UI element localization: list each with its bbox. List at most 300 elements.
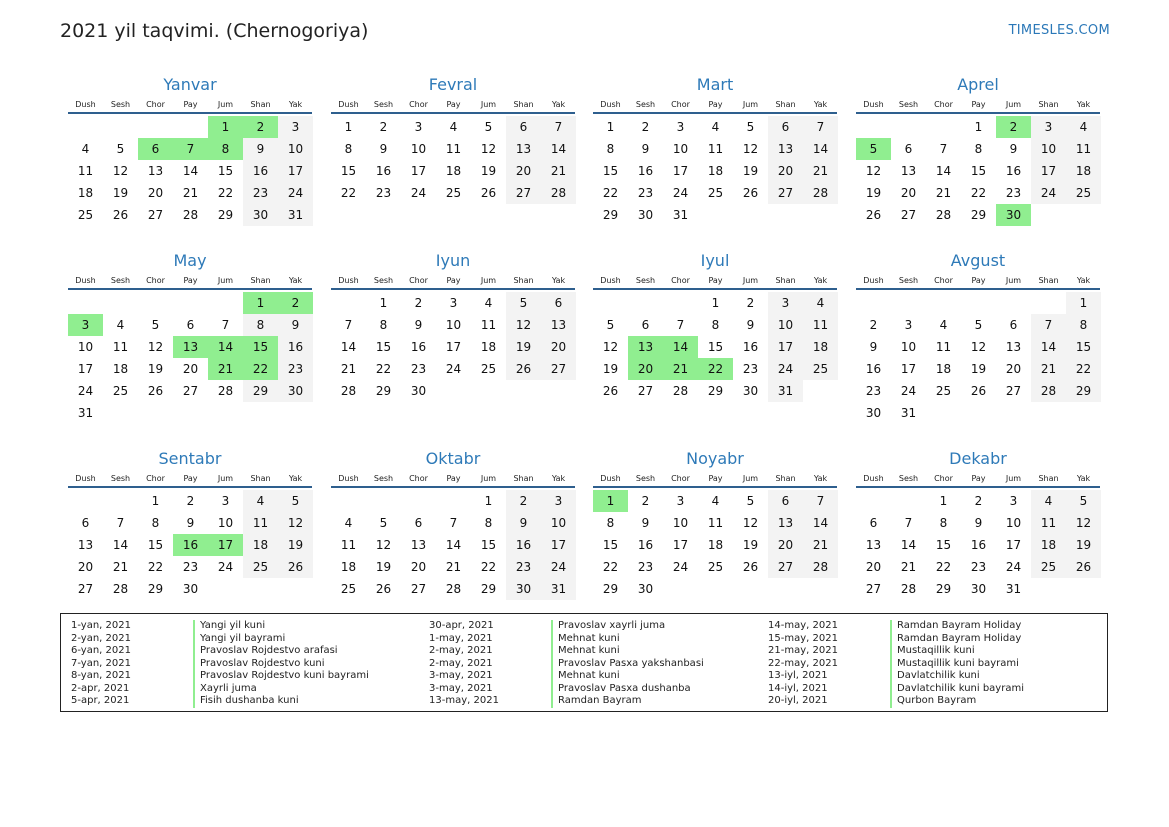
holiday-date: 14-iyl, 2021 [768, 682, 828, 694]
day-cell: 25 [707, 560, 724, 574]
day-cell: 5 [151, 318, 160, 332]
day-cell: 15 [935, 538, 952, 552]
day-cell: 20 [506, 160, 541, 182]
day-cell: 17 [445, 340, 462, 354]
day-cell: 14 [445, 538, 462, 552]
weekday-label: Jum [742, 276, 759, 285]
holiday-name: Xayrli juma [193, 683, 257, 696]
day-cell: 19 [602, 362, 619, 376]
empty-cell [68, 490, 103, 512]
holiday-day-cell: 17 [208, 534, 243, 556]
day-cell: 25 [480, 362, 497, 376]
day-cell: 11 [243, 512, 278, 534]
holiday-name: Pravoslav Pasxa yakshanbasi [551, 658, 704, 671]
day-cell: 19 [112, 186, 129, 200]
day-cell: 11 [1066, 138, 1101, 160]
weekday-label: Pay [446, 100, 461, 109]
weekday-label: Chor [934, 474, 953, 483]
day-cell: 2 [186, 494, 195, 508]
day-cell: 19 [375, 560, 392, 574]
day-cell: 26 [506, 358, 541, 380]
holiday-name: Ramdan Bayram Holiday [890, 620, 1021, 633]
day-cell: 24 [672, 560, 689, 574]
day-cell: 5 [606, 318, 615, 332]
header-rule [593, 288, 837, 290]
weekday-header [856, 274, 1100, 287]
weekday-label: Sesh [898, 100, 919, 109]
month-fevral [331, 72, 575, 204]
holiday-name: Davlatchilik kuni [890, 670, 980, 683]
weekday-label: Pay [708, 100, 723, 109]
weekday-label: Sesh [373, 276, 394, 285]
weekday-label: Shan [250, 474, 271, 483]
day-cell: 11 [112, 340, 129, 354]
day-cell: 18 [1031, 534, 1066, 556]
holiday-date: 1-yan, 2021 [71, 620, 131, 631]
empty-cell [926, 292, 961, 314]
day-grid [593, 116, 837, 226]
holiday-day-cell: 22 [243, 358, 278, 380]
day-cell: 15 [1066, 336, 1101, 358]
day-cell: 16 [865, 362, 882, 376]
weekday-label: Chor [409, 474, 428, 483]
day-cell: 30 [278, 380, 313, 402]
day-cell: 12 [970, 340, 987, 354]
day-cell: 7 [116, 516, 125, 530]
day-cell: 27 [865, 582, 882, 596]
day-cell: 24 [217, 560, 234, 574]
day-cell: 2 [974, 494, 983, 508]
weekday-header [856, 472, 1100, 485]
page-title: 2021 yil taqvimi. (Chernogoriya) [60, 20, 369, 42]
day-cell: 30 [637, 208, 654, 222]
day-cell: 19 [970, 362, 987, 376]
weekday-header [593, 472, 837, 485]
weekday-header [593, 98, 837, 111]
weekday-label: Jum [217, 100, 234, 109]
day-cell: 12 [742, 142, 759, 156]
holiday-column [768, 620, 1024, 708]
weekday-label: Pay [446, 474, 461, 483]
day-cell: 17 [1031, 160, 1066, 182]
month-sentabr [68, 446, 312, 600]
holiday-row [768, 658, 1024, 671]
holiday-date: 7-yan, 2021 [71, 657, 131, 669]
day-cell: 20 [182, 362, 199, 376]
day-cell: 11 [480, 318, 497, 332]
day-cell: 14 [182, 164, 199, 178]
day-cell: 28 [803, 556, 838, 578]
weekday-label: Chor [671, 474, 690, 483]
day-cell: 19 [506, 336, 541, 358]
holiday-row [71, 670, 369, 683]
day-cell: 23 [506, 556, 541, 578]
day-cell: 31 [768, 380, 803, 402]
day-cell: 2 [869, 318, 878, 332]
weekday-label: Shan [775, 474, 796, 483]
empty-cell [593, 292, 628, 314]
day-cell: 22 [217, 186, 234, 200]
day-cell: 11 [935, 340, 952, 354]
day-cell: 21 [803, 534, 838, 556]
holiday-row [429, 620, 704, 633]
day-grid [68, 292, 312, 424]
weekday-label: Shan [513, 100, 534, 109]
day-cell: 22 [480, 560, 497, 574]
day-cell: 30 [637, 582, 654, 596]
day-cell: 30 [742, 384, 759, 398]
month-name: Oktabr [425, 449, 481, 468]
holiday-row [768, 670, 1024, 683]
holiday-day-cell: 16 [173, 534, 208, 556]
day-cell: 10 [672, 142, 689, 156]
day-cell: 24 [672, 186, 689, 200]
day-cell: 30 [182, 582, 199, 596]
weekday-label: Jum [217, 276, 234, 285]
day-cell: 22 [602, 186, 619, 200]
weekday-label: Jum [1005, 474, 1022, 483]
empty-cell [996, 292, 1031, 314]
day-cell: 4 [484, 296, 493, 310]
day-cell: 23 [865, 384, 882, 398]
day-cell: 6 [414, 516, 423, 530]
holiday-name: Mehnat kuni [551, 645, 620, 658]
day-cell: 9 [506, 512, 541, 534]
holiday-day-cell: 13 [173, 336, 208, 358]
month-aprel [856, 72, 1100, 226]
day-cell: 20 [147, 186, 164, 200]
day-grid [331, 116, 575, 204]
weekday-label: Dush [863, 276, 884, 285]
day-cell: 21 [340, 362, 357, 376]
day-cell: 4 [711, 120, 720, 134]
day-cell: 20 [768, 160, 803, 182]
day-cell: 24 [278, 182, 313, 204]
holiday-row [429, 645, 704, 658]
day-cell: 28 [445, 582, 462, 596]
weekday-label: Dush [75, 474, 96, 483]
day-cell: 23 [410, 362, 427, 376]
day-cell: 13 [410, 538, 427, 552]
day-cell: 19 [742, 164, 759, 178]
month-name: May [173, 251, 207, 270]
day-cell: 24 [1005, 560, 1022, 574]
day-cell: 13 [865, 538, 882, 552]
day-cell: 3 [541, 490, 576, 512]
holiday-row [71, 695, 369, 708]
day-cell: 12 [1066, 512, 1101, 534]
day-cell: 17 [672, 164, 689, 178]
day-cell: 18 [480, 340, 497, 354]
day-grid [593, 292, 837, 402]
day-cell: 7 [449, 516, 458, 530]
holiday-name: Pravoslav Rojdestvo kuni [193, 658, 325, 671]
day-cell: 26 [865, 208, 882, 222]
day-cell: 10 [541, 512, 576, 534]
holiday-row [768, 695, 1024, 708]
day-cell: 17 [1005, 538, 1022, 552]
day-cell: 3 [904, 318, 913, 332]
day-cell: 7 [904, 516, 913, 530]
day-cell: 29 [970, 208, 987, 222]
day-cell: 23 [742, 362, 759, 376]
day-cell: 22 [935, 560, 952, 574]
day-cell: 11 [707, 142, 724, 156]
day-cell: 23 [375, 186, 392, 200]
day-grid [331, 490, 575, 600]
day-cell: 2 [379, 120, 388, 134]
holiday-row [768, 620, 1024, 633]
day-cell: 1 [974, 120, 983, 134]
day-cell: 25 [935, 384, 952, 398]
day-cell: 4 [116, 318, 125, 332]
day-cell: 21 [445, 560, 462, 574]
holiday-row [71, 645, 369, 658]
day-cell: 3 [449, 296, 458, 310]
day-cell: 13 [1005, 340, 1022, 354]
month-oktabr [331, 446, 575, 600]
empty-cell [891, 292, 926, 314]
day-cell: 10 [77, 340, 94, 354]
day-cell: 26 [970, 384, 987, 398]
header-rule [856, 288, 1100, 290]
day-cell: 9 [641, 516, 650, 530]
holiday-row [429, 670, 704, 683]
day-cell: 5 [746, 494, 755, 508]
empty-cell [436, 490, 471, 512]
header-rule [331, 486, 575, 488]
day-cell: 22 [340, 186, 357, 200]
weekday-label: Yak [813, 100, 828, 109]
empty-cell [856, 490, 891, 512]
day-cell: 18 [112, 362, 129, 376]
weekday-label: Yak [813, 276, 828, 285]
weekday-label: Yak [288, 474, 303, 483]
holiday-name: Ramdan Bayram [551, 695, 641, 708]
holiday-day-cell: 30 [996, 204, 1031, 226]
holiday-name: Fisih dushanba kuni [193, 695, 299, 708]
day-cell: 18 [1066, 160, 1101, 182]
weekday-label: Jum [217, 474, 234, 483]
weekday-label: Sesh [635, 100, 656, 109]
holiday-day-cell: 2 [278, 292, 313, 314]
day-cell: 26 [602, 384, 619, 398]
day-cell: 14 [900, 538, 917, 552]
weekday-label: Shan [1038, 474, 1059, 483]
day-cell: 10 [900, 340, 917, 354]
weekday-label: Pay [183, 474, 198, 483]
day-cell: 25 [1031, 556, 1066, 578]
month-name: Sentabr [158, 449, 222, 468]
day-cell: 24 [541, 556, 576, 578]
day-cell: 19 [278, 534, 313, 556]
day-cell: 4 [803, 292, 838, 314]
holiday-day-cell: 8 [208, 138, 243, 160]
holiday-row [71, 620, 369, 633]
day-cell: 12 [375, 538, 392, 552]
weekday-label: Jum [1005, 276, 1022, 285]
day-cell: 21 [935, 186, 952, 200]
day-cell: 26 [112, 208, 129, 222]
day-cell: 23 [970, 560, 987, 574]
holiday-date: 1-may, 2021 [429, 632, 493, 644]
day-cell: 1 [606, 120, 615, 134]
site-link[interactable]: TIMESLES.COM [1008, 23, 1110, 38]
day-cell: 29 [480, 582, 497, 596]
weekday-label: Yak [1076, 100, 1091, 109]
day-cell: 28 [340, 384, 357, 398]
holiday-name: Mehnat kuni [551, 670, 620, 683]
weekday-label: Chor [409, 276, 428, 285]
day-cell: 28 [803, 182, 838, 204]
holiday-column [429, 620, 704, 708]
header-rule [331, 112, 575, 114]
day-cell: 8 [974, 142, 983, 156]
weekday-label: Dush [338, 474, 359, 483]
day-cell: 12 [147, 340, 164, 354]
day-cell: 4 [449, 120, 458, 134]
weekday-label: Yak [288, 276, 303, 285]
day-cell: 9 [1009, 142, 1018, 156]
weekday-label: Pay [183, 100, 198, 109]
day-cell: 5 [1066, 490, 1101, 512]
day-cell: 19 [1066, 534, 1101, 556]
empty-cell [103, 292, 138, 314]
day-cell: 14 [112, 538, 129, 552]
day-cell: 24 [1031, 182, 1066, 204]
weekday-label: Yak [551, 474, 566, 483]
day-cell: 1 [1066, 292, 1101, 314]
weekday-label: Dush [600, 276, 621, 285]
holiday-day-cell: 1 [593, 490, 628, 512]
header-rule [856, 486, 1100, 488]
month-mart [593, 72, 837, 226]
day-cell: 20 [900, 186, 917, 200]
month-avgust [856, 248, 1100, 424]
day-cell: 26 [278, 556, 313, 578]
day-cell: 20 [768, 534, 803, 556]
day-cell: 11 [707, 516, 724, 530]
weekday-label: Chor [146, 474, 165, 483]
empty-cell [891, 116, 926, 138]
weekday-label: Shan [775, 100, 796, 109]
holiday-day-cell: 6 [138, 138, 173, 160]
day-cell: 11 [1031, 512, 1066, 534]
day-cell: 9 [974, 516, 983, 530]
day-cell: 20 [410, 560, 427, 574]
holiday-date: 22-may, 2021 [768, 657, 838, 669]
day-cell: 3 [1009, 494, 1018, 508]
day-cell: 13 [768, 138, 803, 160]
day-cell: 19 [480, 164, 497, 178]
day-cell: 8 [711, 318, 720, 332]
day-cell: 29 [707, 384, 724, 398]
holiday-date: 15-may, 2021 [768, 632, 838, 644]
header-rule [68, 486, 312, 488]
weekday-label: Chor [934, 100, 953, 109]
header-rule [68, 288, 312, 290]
weekday-label: Dush [75, 276, 96, 285]
weekday-label: Dush [863, 474, 884, 483]
day-grid [331, 292, 575, 402]
day-cell: 15 [602, 538, 619, 552]
holiday-day-cell: 1 [208, 116, 243, 138]
holiday-column [71, 620, 369, 708]
day-cell: 8 [151, 516, 160, 530]
day-cell: 26 [147, 384, 164, 398]
holiday-day-cell: 21 [208, 358, 243, 380]
day-cell: 18 [340, 560, 357, 574]
empty-cell [401, 490, 436, 512]
empty-cell [926, 116, 961, 138]
weekday-label: Pay [708, 276, 723, 285]
day-cell: 16 [243, 160, 278, 182]
empty-cell [663, 292, 698, 314]
day-cell: 30 [243, 204, 278, 226]
day-cell: 28 [112, 582, 129, 596]
day-cell: 31 [672, 208, 689, 222]
day-cell: 5 [116, 142, 125, 156]
holiday-day-cell: 2 [243, 116, 278, 138]
day-cell: 27 [182, 384, 199, 398]
holiday-row [71, 633, 369, 646]
day-cell: 8 [344, 142, 353, 156]
day-cell: 5 [484, 120, 493, 134]
day-cell: 15 [602, 164, 619, 178]
empty-cell [331, 292, 366, 314]
holiday-date: 14-may, 2021 [768, 620, 838, 631]
empty-cell [68, 292, 103, 314]
weekday-label: Shan [1038, 100, 1059, 109]
day-cell: 6 [1009, 318, 1018, 332]
holiday-day-cell: 7 [173, 138, 208, 160]
day-cell: 1 [344, 120, 353, 134]
day-cell: 4 [344, 516, 353, 530]
day-cell: 5 [506, 292, 541, 314]
day-cell: 21 [182, 186, 199, 200]
day-cell: 25 [445, 186, 462, 200]
weekday-label: Dush [338, 276, 359, 285]
day-cell: 2 [641, 494, 650, 508]
day-cell: 11 [77, 164, 94, 178]
empty-cell [961, 292, 996, 314]
day-cell: 17 [410, 164, 427, 178]
day-cell: 29 [243, 380, 278, 402]
day-cell: 27 [900, 208, 917, 222]
day-cell: 30 [970, 582, 987, 596]
day-cell: 16 [742, 340, 759, 354]
day-cell: 27 [506, 182, 541, 204]
day-cell: 31 [1005, 582, 1022, 596]
weekday-label: Sesh [373, 474, 394, 483]
holiday-date: 21-may, 2021 [768, 645, 838, 656]
weekday-label: Sesh [110, 100, 131, 109]
day-cell: 7 [221, 318, 230, 332]
empty-cell [856, 116, 891, 138]
day-cell: 29 [217, 208, 234, 222]
weekday-label: Chor [146, 276, 165, 285]
day-cell: 18 [803, 336, 838, 358]
holiday-date: 6-yan, 2021 [71, 645, 131, 656]
holiday-name: Mustaqillik kuni bayrami [890, 658, 1019, 671]
day-cell: 15 [970, 164, 987, 178]
day-cell: 6 [768, 116, 803, 138]
day-cell: 29 [602, 208, 619, 222]
weekday-header [68, 98, 312, 111]
weekday-label: Sesh [110, 276, 131, 285]
day-cell: 9 [746, 318, 755, 332]
day-cell: 28 [541, 182, 576, 204]
